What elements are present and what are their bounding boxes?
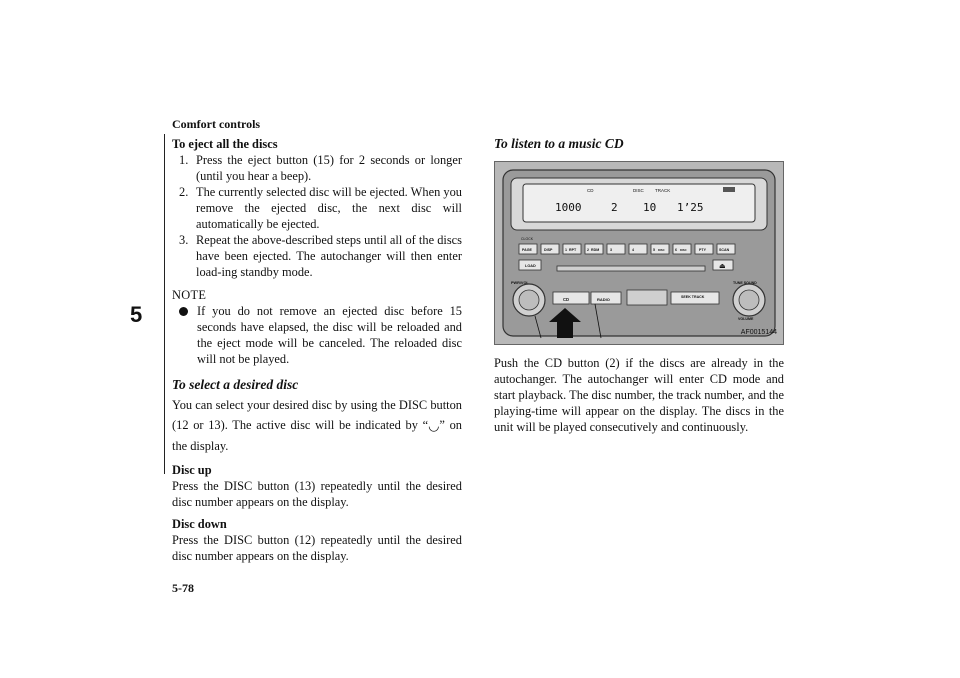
rpt-label: RPT bbox=[569, 248, 577, 252]
step-number: 1. bbox=[179, 153, 189, 167]
display-track-readout: 10 bbox=[643, 201, 657, 214]
right-column bbox=[494, 136, 784, 435]
eject-steps bbox=[172, 152, 462, 280]
cd-button-label: CD bbox=[563, 297, 570, 302]
note bbox=[179, 303, 462, 367]
select-text-b: ” on the display. bbox=[172, 418, 462, 453]
chapter-number: 5 bbox=[130, 302, 143, 327]
disp-button-label: DISP bbox=[544, 248, 553, 252]
select-disc-title: To select a desired disc bbox=[172, 377, 299, 392]
button-5-label: 5 bbox=[653, 248, 655, 252]
list-item bbox=[179, 152, 462, 184]
button-6-label: 6 bbox=[675, 248, 677, 252]
note-label: NOTE bbox=[172, 288, 207, 302]
left-column bbox=[172, 136, 462, 564]
disc-up-label: DISC bbox=[680, 248, 687, 252]
figure-code: AF0015144 bbox=[740, 329, 777, 336]
display-main-readout: 1000 bbox=[555, 201, 582, 214]
display-label-track: TRACK bbox=[655, 188, 671, 193]
list-item bbox=[179, 184, 462, 232]
pwr-vol-label: PWR/VOL bbox=[511, 281, 529, 285]
button-1-label: 1 bbox=[565, 248, 567, 252]
disc-up-heading: Disc up bbox=[172, 463, 212, 477]
button-4-label: 4 bbox=[632, 248, 634, 252]
display-time-readout: 1’25 bbox=[677, 201, 704, 214]
page-header: Comfort controls bbox=[172, 117, 261, 131]
display-label-disc: DISC bbox=[633, 188, 644, 193]
listen-cd-text: Push the CD button (2) if the discs are already in the autochanger. The autochanger will enter CD mode and start playback. The disc number, the track number, and the playing-time will appear on the display. The discs in the unit will be played consecutively and continuously. bbox=[494, 356, 784, 434]
disc-down-label: DISC bbox=[658, 248, 665, 252]
disc-down-text: Press the DISC button (12) repeatedly until the desired disc number appears on the display. bbox=[172, 533, 462, 563]
eject-heading: To eject all the discs bbox=[172, 137, 278, 151]
list-item bbox=[179, 232, 462, 280]
cd-slot bbox=[557, 266, 705, 271]
load-button-label: LOAD bbox=[525, 264, 536, 268]
disc-up-text: Press the DISC button (13) repeatedly until the desired disc number appears on the display. bbox=[172, 479, 462, 509]
bullet-icon bbox=[179, 307, 188, 316]
listen-cd-title: To listen to a music CD bbox=[494, 136, 624, 151]
audio-unit-illustration bbox=[495, 162, 783, 344]
page-button-label: PAGE bbox=[522, 248, 532, 252]
step-text: Press the eject button (15) for 2 seconds or longer (until you hear a beep). bbox=[196, 153, 462, 183]
clock-label: CLOCK bbox=[521, 237, 534, 241]
step-number: 3. bbox=[179, 233, 189, 247]
pty-button-label: PTY bbox=[699, 248, 706, 252]
button-3-label: 3 bbox=[610, 248, 612, 252]
disc-indicator-icon: ◡ bbox=[428, 418, 440, 433]
display-label-cd: CD bbox=[587, 188, 594, 193]
volume-label: VOLUME bbox=[738, 317, 754, 321]
select-disc-text bbox=[172, 395, 462, 456]
step-text: The currently selected disc will be ejected. When you remove the ejected disc, the next disc will automatically be ejected. bbox=[196, 185, 462, 231]
button-2-label: 2 bbox=[587, 248, 589, 252]
rdm-label: RDM bbox=[591, 248, 600, 252]
seek-track-label: SEEK TRACK bbox=[681, 295, 705, 299]
display-disc-readout: 2 bbox=[611, 201, 618, 214]
audio-unit-figure bbox=[494, 161, 784, 345]
eject-icon: ⏏ bbox=[719, 263, 726, 270]
radio-button-label: RADIO bbox=[597, 297, 610, 302]
note-text: If you do not remove an ejected disc before 15 seconds have elapsed, the disc will be reloaded and the eject mode will be canceled. The reloaded disc will not be played. bbox=[197, 304, 462, 366]
scan-button-label: SCAN bbox=[719, 248, 730, 252]
page-number: 5-78 bbox=[172, 581, 194, 595]
step-text: Repeat the above-described steps until all of the discs have been ejected. The autochanger will then enter load-ing standby mode. bbox=[196, 233, 462, 279]
tune-sound-label: TUNE SOUND bbox=[733, 281, 757, 285]
disc-down-heading: Disc down bbox=[172, 517, 227, 531]
select-text-a: You can select your desired disc by using the DISC button (12 or 13). The active disc will be indicated by “ bbox=[172, 398, 462, 432]
step-number: 2. bbox=[179, 185, 189, 199]
chapter-tab bbox=[130, 134, 165, 474]
